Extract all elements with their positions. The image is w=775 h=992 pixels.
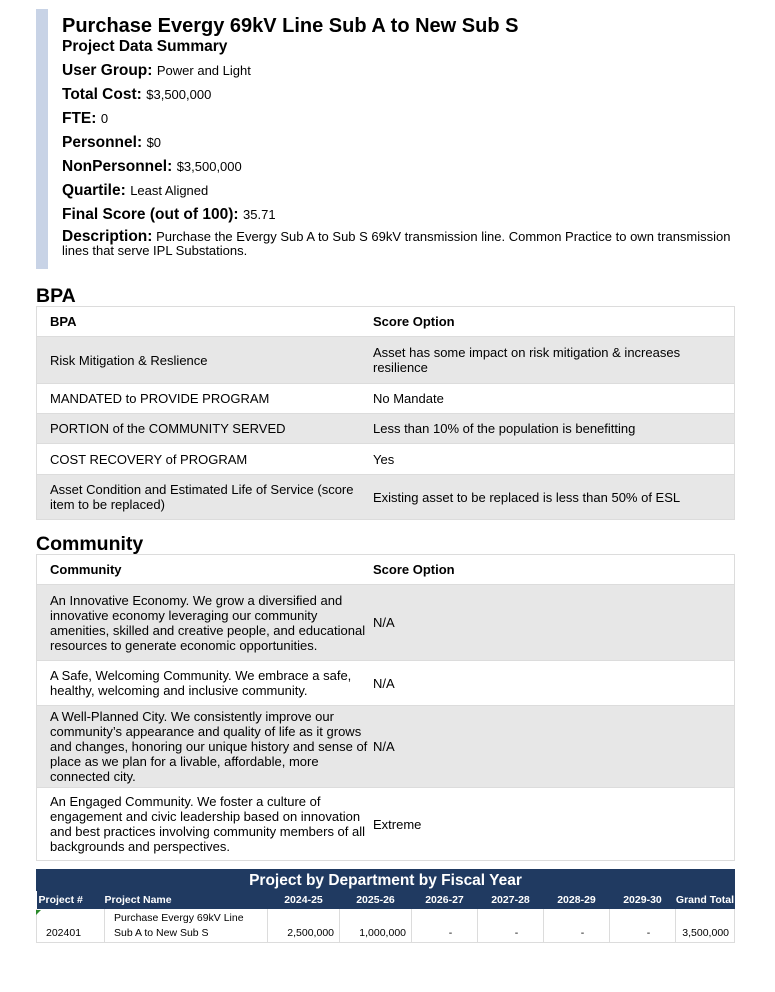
table-row	[37, 788, 735, 861]
project-number-cell: 202401	[37, 909, 105, 943]
fy-2029-30-cell: -	[610, 909, 676, 943]
description-label: Description:	[62, 228, 153, 245]
criterion-cell: An Engaged Community. We foster a culture of engagement and civic leadership based on innovation and best practices involving community members of all backgrounds and perspectives.	[50, 794, 366, 854]
field-user-group	[62, 62, 732, 80]
field-description	[62, 230, 732, 258]
fiscal-table-header	[36, 869, 735, 891]
criterion-cell: PORTION of the COMMUNITY SERVED	[50, 421, 286, 436]
summary-subtitle: Project Data Summary	[62, 38, 228, 55]
table-row	[37, 444, 735, 475]
table-row	[37, 909, 735, 943]
description-text: Purchase the Evergy Sub A to Sub S 69kV transmission line. Common Practice to own transmission lines that serve IPL Substations.	[62, 229, 731, 258]
criterion-cell: A Safe, Welcoming Community. We embrace a safe, healthy, welcoming and inclusive community.	[50, 668, 352, 698]
field-value: $0	[146, 135, 162, 150]
column-header: 2029-30	[623, 894, 662, 906]
fiscal-grid	[36, 891, 735, 943]
field-value: $3,500,000	[146, 87, 212, 102]
score-cell: Extreme	[373, 816, 422, 832]
community-table	[36, 554, 735, 861]
field-value: 35.71	[243, 207, 276, 222]
score-cell: Asset has some impact on risk mitigation & increases resilience	[373, 345, 681, 375]
criterion-cell: COST RECOVERY of PROGRAM	[50, 451, 248, 467]
score-cell: Yes	[373, 451, 395, 467]
field-label: Personnel:	[62, 134, 143, 151]
score-cell: Less than 10% of the population is benefitting	[373, 421, 636, 436]
field-label: Quartile:	[62, 182, 126, 199]
fy-2026-27-cell: -	[412, 909, 478, 943]
fy-2025-26-cell: 1,000,000	[340, 909, 412, 943]
fy-2024-25-cell: 2,500,000	[268, 909, 340, 943]
column-header: Grand Total	[675, 894, 735, 906]
column-header: 2028-29	[557, 894, 596, 906]
fiscal-table-title: Project by Department by Fiscal Year	[249, 872, 522, 889]
column-header: 2025-26	[356, 894, 395, 906]
bpa-table	[36, 306, 735, 520]
table-row	[37, 475, 735, 520]
field-fte	[62, 110, 732, 128]
field-label: NonPersonnel:	[62, 158, 173, 175]
column-header: Project #	[38, 894, 83, 906]
table-row	[37, 337, 735, 384]
field-label: User Group:	[62, 62, 153, 79]
field-value: Power and Light	[156, 63, 251, 78]
score-cell: N/A	[373, 739, 395, 754]
column-header: 2026-27	[425, 894, 464, 906]
project-title: Purchase Evergy 69kV Line Sub A to New Sub S	[62, 15, 519, 37]
table-row	[37, 706, 735, 788]
score-cell: N/A	[373, 615, 395, 630]
field-final-score	[62, 206, 732, 224]
field-label: Final Score (out of 100):	[62, 206, 239, 223]
criterion-cell: An Innovative Economy. We grow a diversified and innovative economy leveraging our community amenities, skilled and creative people, and educational resources to generate economic opportunities.	[50, 592, 366, 653]
column-header: Community	[50, 562, 122, 577]
table-header-row	[37, 891, 735, 909]
field-value: $3,500,000	[176, 159, 242, 174]
criterion-cell: Asset Condition and Estimated Life of Service (score item to be replaced)	[50, 482, 354, 512]
score-cell: N/A	[373, 675, 395, 691]
column-header: Score Option	[373, 562, 455, 577]
field-nonpersonnel	[62, 158, 732, 176]
field-personnel	[62, 134, 732, 152]
field-quartile	[62, 182, 732, 200]
score-cell: No Mandate	[373, 391, 444, 406]
bpa-heading: BPA	[36, 285, 76, 307]
table-row	[37, 661, 735, 706]
criterion-cell: MANDATED to PROVIDE PROGRAM	[50, 391, 270, 406]
column-header: 2024-25	[284, 894, 323, 906]
column-header: 2027-28	[491, 894, 530, 906]
table-header-row	[37, 555, 735, 585]
field-total-cost	[62, 86, 732, 104]
column-header: BPA	[50, 314, 77, 329]
fy-2028-29-cell: -	[544, 909, 610, 943]
project-summary	[36, 9, 736, 269]
score-cell: Existing asset to be replaced is less than 50% of ESL	[373, 489, 681, 505]
table-row	[37, 414, 735, 444]
table-row	[37, 384, 735, 414]
column-header: Project Name	[104, 894, 172, 906]
community-heading: Community	[36, 533, 144, 555]
fiscal-year-table	[36, 869, 735, 943]
table-row	[37, 585, 735, 661]
criterion-cell: A Well-Planned City. We consistently improve our community’s appearance and quality of life as it grows and changes, honoring our unique history and sense of place as we plan for a livable, affordable, more connected city.	[50, 709, 368, 784]
criterion-cell: Risk Mitigation & Reslience	[50, 352, 208, 368]
field-label: Total Cost:	[62, 86, 142, 103]
fy-2027-28-cell: -	[478, 909, 544, 943]
field-value: Least Aligned	[130, 183, 209, 198]
project-name-cell: Purchase Evergy 69kV Line Sub A to New Sub S	[105, 909, 268, 943]
cell-comment-marker	[36, 910, 41, 915]
grand-total-cell: 3,500,000	[676, 909, 735, 943]
column-header: Score Option	[373, 314, 455, 329]
summary-accent-bar	[36, 9, 48, 269]
field-value: 0	[100, 111, 109, 126]
field-label: FTE:	[62, 110, 97, 127]
table-header-row	[37, 307, 735, 337]
